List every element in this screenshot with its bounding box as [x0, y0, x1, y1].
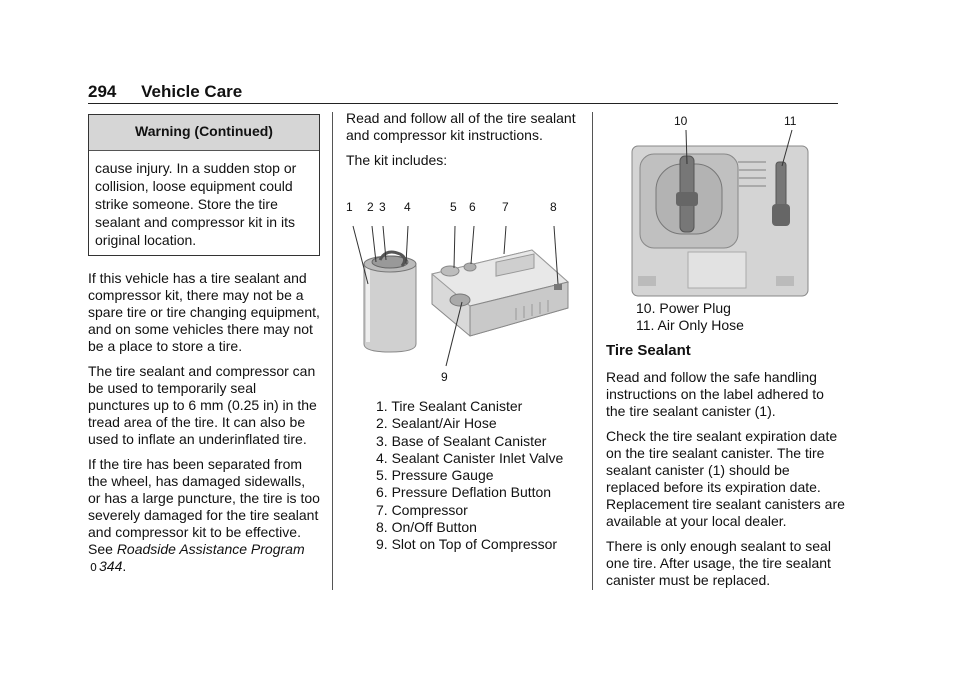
column-divider-1: [332, 112, 333, 590]
page-number: 294: [88, 82, 117, 101]
callout-7: 7: [502, 200, 509, 214]
paragraph: The kit includes:: [346, 152, 448, 168]
callout-5: 5: [450, 200, 457, 214]
page-arrow-icon: 0: [90, 561, 97, 574]
paragraph: Read and follow the safe handling instructions on the label adhered to the tire sealant canister (1).: [606, 369, 824, 419]
list-item: 10. Power Plug: [636, 300, 731, 316]
list-item: 8. On/Off Button: [376, 519, 477, 536]
section-title: Vehicle Care: [141, 82, 243, 101]
compressor-bottom-illustration: [626, 112, 812, 300]
list-item: 7. Compressor: [376, 501, 468, 518]
list-item: 5. Pressure Gauge: [376, 467, 494, 484]
callout-1: 1: [346, 200, 353, 214]
callout-8: 8: [550, 200, 557, 214]
kit-illustration: [346, 196, 570, 386]
column-3-text: [606, 342, 846, 597]
list-item: 9. Slot on Top of Compressor: [376, 536, 558, 553]
kit-drawing: [346, 196, 570, 386]
cross-reference-link[interactable]: Roadside Assistance Program: [116, 541, 305, 557]
section-heading: Tire Sealant: [606, 342, 691, 359]
compressor-bottom-drawing: [626, 112, 812, 300]
callout-10: 10: [674, 114, 688, 128]
kit-contents-list: [376, 398, 563, 554]
list-item: 2. Sealant/Air Hose: [376, 415, 497, 432]
callout-4: 4: [404, 200, 411, 214]
callout-2: 2: [367, 200, 374, 214]
column-2: [346, 110, 576, 177]
column-divider-2: [592, 112, 593, 590]
period: .: [122, 558, 127, 574]
list-item: 6. Pressure Deflation Button: [376, 484, 552, 501]
callout-3: 3: [379, 200, 386, 214]
column-1: [88, 114, 320, 584]
power-parts-list: [636, 300, 744, 335]
paragraph: If this vehicle has a tire sealant and compressor kit, there may not be a spare tire or tire changing equipment, and on some vehicles there may not be a place to store a tire.: [88, 270, 320, 354]
callout-6: 6: [469, 200, 476, 214]
paragraph: Check the tire sealant expiration date on the tire sealant canister. The tire sealant canister (1) should be replaced before its expiration date. Replacement tire sealant canisters are available at your local dealer.: [606, 428, 845, 529]
header-rule: [88, 103, 838, 104]
warning-title: Warning (Continued): [89, 115, 319, 151]
warning-body: cause injury. In a sudden stop or collision, loose equipment could strike someone. Store the tire sealant and compressor kit in its original location.: [95, 160, 297, 248]
paragraph: [88, 456, 320, 576]
page-header: [88, 82, 242, 102]
paragraph: There is only enough sealant to seal one tire. After usage, the tire sealant canister must be replaced.: [606, 538, 831, 588]
paragraph: The tire sealant and compressor can be used to temporarily seal punctures up to 6 mm (0.25 in) in the tread area of the tire. It can also be used to inflate an underinflated tire.: [88, 363, 317, 447]
warning-box: [88, 114, 320, 256]
list-item: 3. Base of Sealant Canister: [376, 432, 547, 449]
list-item: 11. Air Only Hose: [636, 317, 744, 334]
paragraph-text: If the tire has been separated from the wheel, has damaged sidewalls, or has a large puncture, the tire is too severely damaged for the tire sealant and compressor kit to be effective. See: [88, 456, 320, 557]
cross-reference-page[interactable]: 344: [99, 558, 123, 574]
list-item: 4. Sealant Canister Inlet Valve: [376, 449, 564, 466]
list-item: 1. Tire Sealant Canister: [376, 398, 523, 414]
callout-9: 9: [441, 370, 448, 384]
callout-11: 11: [784, 114, 797, 128]
paragraph: Read and follow all of the tire sealant and compressor kit instructions.: [346, 110, 576, 143]
